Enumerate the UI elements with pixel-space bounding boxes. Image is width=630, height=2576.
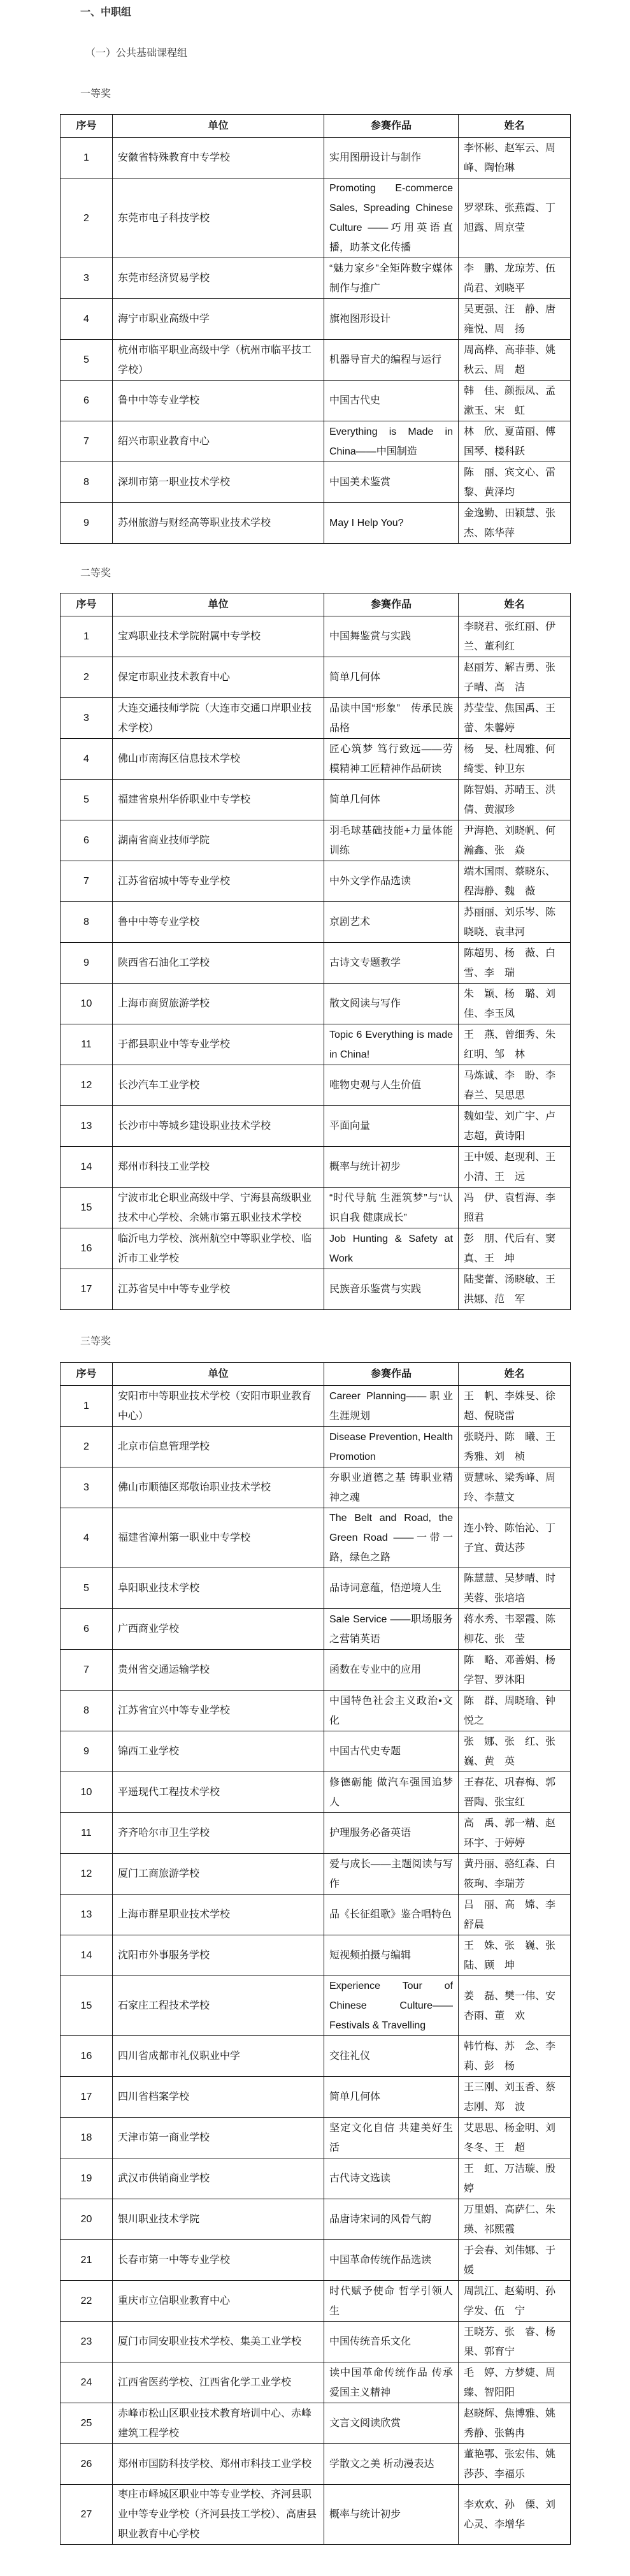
school-name: 杭州市临平职业高级中学（杭州市临平技工学校） [113,340,324,381]
table-row [61,1691,571,1731]
entry-title: Disease Prevention, Health Promotion [324,1427,459,1467]
row-number: 15 [61,1188,113,1228]
table-row [61,1813,571,1854]
school-name: 宁波市北仑职业高级中学、宁海县高级职业技术中心学校、余姚市第五职业技术学校 [113,1188,324,1228]
school-name: 齐齐哈尔市卫生学校 [113,1813,324,1854]
entry-title: 古代诗文选读 [324,2158,459,2199]
participant-names: 张晓丹、陈 曦、王秀雅、刘 桢 [459,1427,571,1467]
entry-title: 品读中国“形象” 传承民族品格 [324,698,459,739]
school-name: 江西省医药学校、江西省化学工业学校 [113,2362,324,2403]
table-row [61,698,571,739]
table-row [61,2118,571,2158]
entry-title: 实用图册设计与制作 [324,138,459,178]
entry-title: 学散文之美 析动漫表达 [324,2444,459,2485]
row-number: 13 [61,1106,113,1147]
table-row [61,2362,571,2403]
entry-title: 中国美术鉴赏 [324,462,459,503]
entry-title: 平面向量 [324,1106,459,1147]
participant-names: 魏如莹、刘广宇、卢志超，黄诗阳 [459,1106,571,1147]
entry-title: 简单几何体 [324,2077,459,2118]
school-name: 贵州省交通运输学校 [113,1650,324,1691]
participant-names: 王 帆、李姝旻、徐超、倪晓雷 [459,1386,571,1427]
school-name: 大连交通技师学院（大连市交通口岸职业技术学校） [113,698,324,739]
school-name: 沈阳市外事服务学校 [113,1935,324,1976]
entry-title: Experience Tour of Chinese Culture——Festivals & Travelling [324,1976,459,2036]
table-row [61,340,571,381]
award-title-first: 一等奖 [80,89,111,99]
entry-title: Promoting E-commerce Sales, Spreading Chinese Culture ——巧用英语直播，助茶文化传播 [324,178,459,258]
school-name: 长沙市中等城乡建设职业技术学校 [113,1106,324,1147]
participant-names: 董艳鄂、张宏伟、姚莎莎、李福乐 [459,2444,571,2485]
table-row [61,1650,571,1691]
participant-names: 吕 丽、高 嫦、李舒晨 [459,1895,571,1935]
entry-title: 古诗文专题教学 [324,943,459,984]
participant-names: 李怀彬、赵军云、周峰、陶怡琳 [459,138,571,178]
row-number: 2 [61,657,113,698]
header-work: 参赛作品 [324,115,459,138]
entry-title: Job Hunting & Safety at Work [324,1228,459,1269]
entry-title: 护理服务必备英语 [324,1813,459,1854]
row-number: 19 [61,2158,113,2199]
table-header-row [61,593,571,616]
participant-names: 杨 旻、杜周雅、何绮雯、钟卫东 [459,739,571,780]
row-number: 10 [61,984,113,1024]
row-number: 8 [61,1691,113,1731]
participant-names: 李欢欢、孙 傈、刘心灵、李增华 [459,2485,571,2545]
table-row [61,258,571,299]
entry-title: 简单几何体 [324,657,459,698]
entry-title: Topic 6 Everything is made in China! [324,1024,459,1065]
participant-names: 冯 伊、袁哲海、李照君 [459,1188,571,1228]
entry-title: 中国传统音乐文化 [324,2322,459,2362]
entry-title: “时代导航 生涯筑梦”与“认识自我 健康成长” [324,1188,459,1228]
table-row [61,2158,571,2199]
entry-title: 交往礼仪 [324,2036,459,2077]
participant-names: 王晓芳、张 睿、杨果、郭育宁 [459,2322,571,2362]
participant-names: 周凯江、赵菊明、孙学发、伍 宁 [459,2281,571,2322]
participant-names: 陈 丽、宾文心、雷黎、黄泽均 [459,462,571,503]
row-number: 5 [61,1568,113,1609]
entry-title: 爱与成长——主题阅读与写作 [324,1854,459,1895]
participant-names: 张 娜、张 红、张巍、黄 英 [459,1731,571,1772]
entry-title: Career Planning——职业生涯规划 [324,1386,459,1427]
participant-names: 王 燕、曾细秀、朱红明、邹 林 [459,1024,571,1065]
participant-names: 金逸勤、田颖慧、张杰、陈华萍 [459,503,571,544]
participant-names: 王 姝、张 巍、张陆、顾 坤 [459,1935,571,1976]
school-name: 石家庄工程技术学校 [113,1976,324,2036]
table-row [61,1065,571,1106]
table-row [61,1024,571,1065]
participant-names: 陆斐蕾、汤晓敏、王洪娜、范 军 [459,1269,571,1310]
header-work: 参赛作品 [324,593,459,616]
table-row [61,943,571,984]
school-name: 厦门工商旅游学校 [113,1854,324,1895]
entry-title: 中外文学作品选读 [324,861,459,902]
school-name: 广西商业学校 [113,1609,324,1650]
school-name: 鲁中中等专业学校 [113,902,324,943]
school-name: 郑州市科技工业学校 [113,1147,324,1188]
row-number: 21 [61,2240,113,2281]
participant-names: 林 欣、夏苗丽、傅国琴、楼科跃 [459,421,571,462]
row-number: 3 [61,698,113,739]
row-number: 9 [61,1731,113,1772]
entry-title: 唯物史观与人生价值 [324,1065,459,1106]
table-row [61,1731,571,1772]
table-row [61,1188,571,1228]
table-header-row [61,115,571,138]
award-title-second: 二等奖 [80,568,111,579]
participant-names: 陈慧慧、吴梦晴、时芙蓉、张培培 [459,1568,571,1609]
row-number: 9 [61,503,113,544]
school-name: 平遥现代工程技术学校 [113,1772,324,1813]
table-row [61,1386,571,1427]
entry-title: 概率与统计初步 [324,1147,459,1188]
table-row [61,1854,571,1895]
table-row [61,2322,571,2362]
row-number: 8 [61,462,113,503]
participant-names: 陈超男、杨 薇、白雪、李 瑞 [459,943,571,984]
header-number: 序号 [61,593,113,616]
school-name: 厦门市同安职业技术学校、集美工业学校 [113,2322,324,2362]
entry-title: 机器导盲犬的编程与运行 [324,340,459,381]
table-row [61,1427,571,1467]
school-name: 陕西省石油化工学校 [113,943,324,984]
school-name: 郑州市国防科技学校、郑州市科技工业学校 [113,2444,324,2485]
table-row [61,1976,571,2036]
table-row [61,657,571,698]
school-name: 福建省泉州华侨职业中专学校 [113,780,324,820]
second-prize-table [60,593,571,1310]
row-number: 6 [61,1609,113,1650]
header-unit: 单位 [113,593,324,616]
participant-names: 王春花、巩春梅、郭晋陶、张宝红 [459,1772,571,1813]
header-number: 序号 [61,115,113,138]
school-name: 江苏省吴中中等专业学校 [113,1269,324,1310]
row-number: 14 [61,1147,113,1188]
school-name: 湖南省商业技师学院 [113,820,324,861]
participant-names: 王 虹、万洁璇、殷婷 [459,2158,571,2199]
row-number: 5 [61,340,113,381]
entry-title: 羽毛球基础技能+力量体能训练 [324,820,459,861]
table-row [61,820,571,861]
table-row [61,2444,571,2485]
row-number: 25 [61,2403,113,2444]
table-row [61,1508,571,1568]
entry-title: 匠心筑梦 笃行致远——劳模精神工匠精神作品研读 [324,739,459,780]
entry-title: 中国特色社会主义政治•文化 [324,1691,459,1731]
table-row [61,1935,571,1976]
school-name: 于都县职业中等专业学校 [113,1024,324,1065]
table-row [61,861,571,902]
table-row [61,616,571,657]
row-number: 16 [61,2036,113,2077]
table-row [61,739,571,780]
entry-title: 夯职业道德之基 铸职业精神之魂 [324,1467,459,1508]
row-number: 13 [61,1895,113,1935]
entry-title: 短视频拍摄与编辑 [324,1935,459,1976]
row-number: 14 [61,1935,113,1976]
table-row [61,1467,571,1508]
row-number: 7 [61,1650,113,1691]
school-name: 江苏省宿城中等专业学校 [113,861,324,902]
row-number: 7 [61,421,113,462]
school-name: 东莞市经济贸易学校 [113,258,324,299]
school-name: 武汉市供销商业学校 [113,2158,324,2199]
school-name: 临沂电力学校、滨州航空中等职业学校、临沂市工业学校 [113,1228,324,1269]
participant-names: 李晓君、张红丽、伊兰、董利红 [459,616,571,657]
row-number: 1 [61,1386,113,1427]
first-prize-table [60,114,571,544]
table-row [61,984,571,1024]
row-number: 16 [61,1228,113,1269]
header-names: 姓名 [459,1363,571,1386]
entry-title: 读中国革命传统作品 传承爱国主义精神 [324,2362,459,2403]
header-unit: 单位 [113,115,324,138]
row-number: 23 [61,2322,113,2362]
school-name: 苏州旅游与财经高等职业技术学校 [113,503,324,544]
row-number: 5 [61,780,113,820]
school-name: 长沙汽车工业学校 [113,1065,324,1106]
entry-title: 京剧艺术 [324,902,459,943]
header-names: 姓名 [459,115,571,138]
school-name: 四川省档案学校 [113,2077,324,2118]
participant-names: 王中媛、赵现利、王小清、王 远 [459,1147,571,1188]
row-number: 2 [61,178,113,258]
participant-names: 吴更强、汪 静、唐雍悦、周 扬 [459,299,571,340]
row-number: 26 [61,2444,113,2485]
participant-names: 周高桦、高菲菲、姚秋云、周 超 [459,340,571,381]
header-work: 参赛作品 [324,1363,459,1386]
table-row [61,1772,571,1813]
participant-names: 毛 婷、方梦婕、周臻、智阳阳 [459,2362,571,2403]
school-name: 深圳市第一职业技术学校 [113,462,324,503]
table-row [61,462,571,503]
table-row [61,299,571,340]
participant-names: 黄丹丽、骆红森、白筱珣、李瑞芳 [459,1854,571,1895]
entry-title: 民族音乐鉴赏与实践 [324,1269,459,1310]
row-number: 4 [61,739,113,780]
table-row [61,2281,571,2322]
row-number: 15 [61,1976,113,2036]
participant-names: 苏丽丽、刘乐岑、陈晓晓、袁聿河 [459,902,571,943]
entry-title: 时代赋予使命 哲学引领人生 [324,2281,459,2322]
row-number: 12 [61,1854,113,1895]
school-name: 江苏省宜兴中等专业学校 [113,1691,324,1731]
entry-title: Everything is Made in China——中国制造 [324,421,459,462]
participant-names: 韩 佳、颜振凤、孟漱玉、宋 虹 [459,381,571,421]
participant-names: 贾慧咏、梁秀峰、周玲、李慧文 [459,1467,571,1508]
school-name: 四川省成都市礼仪职业中学 [113,2036,324,2077]
third-prize-table [60,1362,571,2545]
participant-names: 彭 朋、代后有、窦真、王 坤 [459,1228,571,1269]
row-number: 27 [61,2485,113,2545]
participant-names: 陈智娟、苏晴玉、洪倩、黄淑珍 [459,780,571,820]
table-row [61,138,571,178]
row-number: 22 [61,2281,113,2322]
entry-title: 品《长征组歌》鉴合唱特色 [324,1895,459,1935]
row-number: 3 [61,258,113,299]
school-name: 福建省漳州第一职业中专学校 [113,1508,324,1568]
table-row [61,1568,571,1609]
table-row [61,421,571,462]
entry-title: 修德砺能 做汽车强国追梦人 [324,1772,459,1813]
participant-names: 马炼诚、李 盼、李春兰、吴思思 [459,1065,571,1106]
table-row [61,1106,571,1147]
school-name: 鲁中中等专业学校 [113,381,324,421]
entry-title: 旗袍图形设计 [324,299,459,340]
row-number: 11 [61,1813,113,1854]
table-row [61,2485,571,2545]
row-number: 8 [61,902,113,943]
school-name: 宝鸡职业技术学院附属中专学校 [113,616,324,657]
school-name: 佛山市顺德区郑敬诒职业技术学校 [113,1467,324,1508]
header-unit: 单位 [113,1363,324,1386]
row-number: 18 [61,2118,113,2158]
row-number: 1 [61,616,113,657]
table-row [61,503,571,544]
subsection-title: （一）公共基础课程组 [85,48,188,59]
entry-title: 中国舞鉴赏与实践 [324,616,459,657]
participant-names: 高 禹、郭一精、赵环宇、于婷婷 [459,1813,571,1854]
row-number: 4 [61,299,113,340]
school-name: 东莞市电子科技学校 [113,178,324,258]
row-number: 7 [61,861,113,902]
table-row [61,1147,571,1188]
entry-title: 品唐诗宋词的风骨气韵 [324,2199,459,2240]
header-names: 姓名 [459,593,571,616]
row-number: 6 [61,820,113,861]
table-row [61,2077,571,2118]
entry-title: 中国古代史 [324,381,459,421]
table-row [61,1228,571,1269]
participant-names: 陈 略、邓善娟、杨学智、罗沐阳 [459,1650,571,1691]
row-number: 2 [61,1427,113,1467]
school-name: 枣庄市峄城区职业中等专业学校、齐河县职业中等专业学校（齐河县技工学校）、高唐县职业教育中心学校 [113,2485,324,2545]
row-number: 9 [61,943,113,984]
table-row [61,2036,571,2077]
school-name: 安阳市中等职业技术学校（安阳市职业教育中心） [113,1386,324,1427]
entry-title: 简单几何体 [324,780,459,820]
entry-title: 坚定文化自信 共建美好生活 [324,2118,459,2158]
entry-title: 中国革命传统作品选读 [324,2240,459,2281]
participant-names: 蒋水秀、韦翠霞、陈柳花、张 莹 [459,1609,571,1650]
school-name: 锦西工业学校 [113,1731,324,1772]
school-name: 长春市第一中等专业学校 [113,2240,324,2281]
entry-title: Sale Service ——职场服务之营销英语 [324,1609,459,1650]
school-name: 绍兴市职业教育中心 [113,421,324,462]
row-number: 12 [61,1065,113,1106]
table-header-row [61,1363,571,1386]
row-number: 10 [61,1772,113,1813]
participant-names: 罗翠珠、张燕霞、丁旭露、周京莹 [459,178,571,258]
school-name: 阜阳职业技术学校 [113,1568,324,1609]
row-number: 17 [61,2077,113,2118]
participant-names: 朱 颖、杨 璐、刘佳、李玉凤 [459,984,571,1024]
school-name: 安徽省特殊教育中专学校 [113,138,324,178]
participant-names: 王三刚、刘玉香、蔡志刚、郑 波 [459,2077,571,2118]
row-number: 24 [61,2362,113,2403]
row-number: 3 [61,1467,113,1508]
section-title: 一、中职组 [80,7,132,18]
participant-names: 姜 磊、樊一伟、安杏雨、董 欢 [459,1976,571,2036]
school-name: 海宁市职业高级中学 [113,299,324,340]
row-number: 17 [61,1269,113,1310]
table-row [61,178,571,258]
entry-title: 文言文阅读欣赏 [324,2403,459,2444]
entry-title: The Belt and Road, the Green Road ——一带一路，绿色之路 [324,1508,459,1568]
school-name: 上海市群星职业技术学校 [113,1895,324,1935]
table-row [61,2199,571,2240]
school-name: 佛山市南海区信息技术学校 [113,739,324,780]
table-row [61,2240,571,2281]
participant-names: 李 鹏、龙琼芳、伍尚君、刘晓平 [459,258,571,299]
header-number: 序号 [61,1363,113,1386]
school-name: 银川职业技术学院 [113,2199,324,2240]
participant-names: 艾思思、杨金明、刘冬冬、王 超 [459,2118,571,2158]
participant-names: 万里娟、高萨仁、朱瑛、祁熙霞 [459,2199,571,2240]
table-row [61,381,571,421]
entry-title: 中国古代史专题 [324,1731,459,1772]
entry-title: “魅力家乡”全矩阵数字媒体制作与推广 [324,258,459,299]
table-row [61,1609,571,1650]
row-number: 4 [61,1508,113,1568]
school-name: 上海市商贸旅游学校 [113,984,324,1024]
school-name: 天津市第一商业学校 [113,2118,324,2158]
participant-names: 端木国雨、蔡晓东、程海静、魏 薇 [459,861,571,902]
table-row [61,1895,571,1935]
table-row [61,2403,571,2444]
entry-title: May I Help You? [324,503,459,544]
row-number: 20 [61,2199,113,2240]
entry-title: 概率与统计初步 [324,2485,459,2545]
participant-names: 苏莹莹、焦国禹、王蕾、朱馨婷 [459,698,571,739]
school-name: 重庆市立信职业教育中心 [113,2281,324,2322]
row-number: 1 [61,138,113,178]
table-row [61,1269,571,1310]
participant-names: 赵晓辉、焦博雅、姚秀静、张鹤冉 [459,2403,571,2444]
school-name: 保定市职业技术教育中心 [113,657,324,698]
table-row [61,902,571,943]
participant-names: 于会春、刘伟娜、于媛 [459,2240,571,2281]
participant-names: 陈 群、周晓瑜、钟悦之 [459,1691,571,1731]
participant-names: 连小铃、陈怡沁、丁子宜、黄达莎 [459,1508,571,1568]
participant-names: 尹海艳、刘晓帆、何瀚鑫、张 焱 [459,820,571,861]
award-title-third: 三等奖 [80,1336,111,1347]
participant-names: 韩竹梅、苏 念、李莉、彭 杨 [459,2036,571,2077]
school-name: 赤峰市松山区职业技术教育培训中心、赤峰建筑工程学校 [113,2403,324,2444]
row-number: 11 [61,1024,113,1065]
participant-names: 赵丽芳、解吉勇、张子晴、高 洁 [459,657,571,698]
entry-title: 品诗词意蕴，悟逆境人生 [324,1568,459,1609]
row-number: 6 [61,381,113,421]
entry-title: 散文阅读与写作 [324,984,459,1024]
table-row [61,780,571,820]
entry-title: 函数在专业中的应用 [324,1650,459,1691]
school-name: 北京市信息管理学校 [113,1427,324,1467]
